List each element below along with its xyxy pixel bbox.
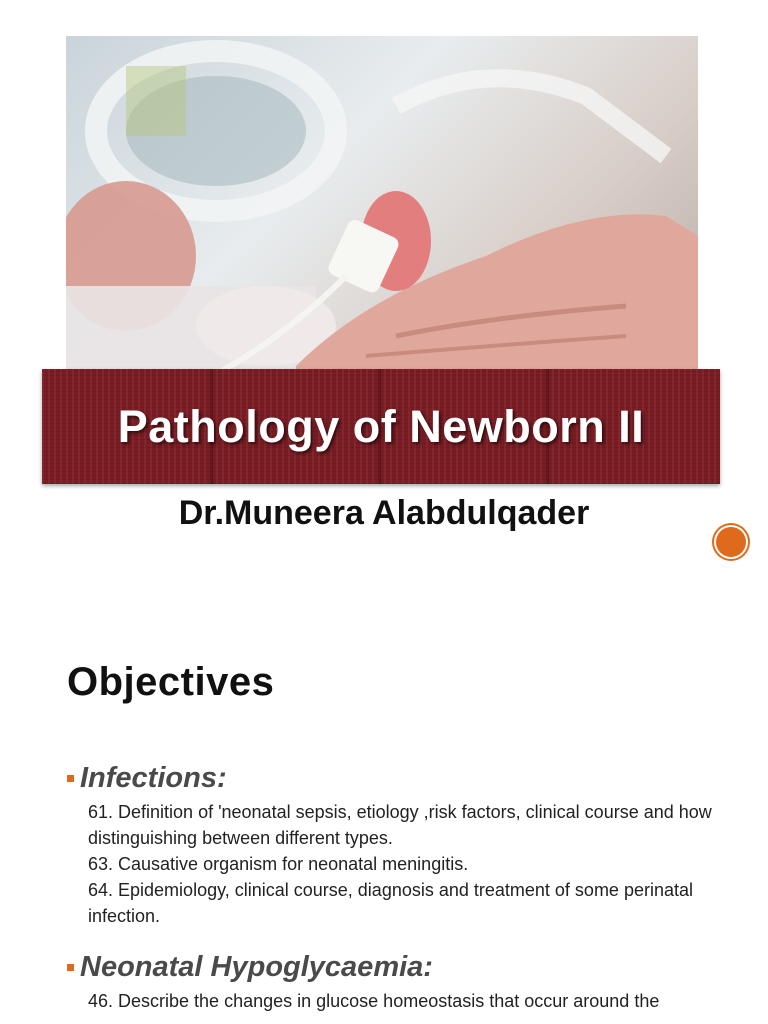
square-bullet-icon: [67, 964, 74, 971]
objectives-heading: Objectives: [67, 660, 275, 704]
list-item: 46. Describe the changes in glucose homeostasis that occur around the: [88, 991, 660, 1011]
section-hypoglycaemia: [67, 951, 728, 1014]
list-item: 63. Causative organism for neonatal meningitis.: [88, 854, 469, 874]
slide-title: Pathology of Newborn II: [117, 400, 645, 452]
circle-decoration-icon: [716, 527, 746, 557]
section-title: Infections:: [80, 762, 227, 794]
author-name: Dr.Muneera Alabdulqader: [178, 494, 590, 532]
newborn-photo: [66, 36, 698, 374]
section-title: Neonatal Hypoglycaemia:: [80, 951, 433, 983]
list-item: 64. Epidemiology, clinical course, diagnosis and treatment of some perinatal infection.: [88, 880, 693, 926]
section-infections: [67, 762, 728, 929]
objectives-slide: [0, 600, 768, 1024]
title-banner: [42, 369, 720, 484]
square-bullet-icon: [67, 775, 74, 782]
list-item: 61. Definition of 'neonatal sepsis, etiology ,risk factors, clinical course and how distinguishing between different types.: [88, 802, 712, 848]
